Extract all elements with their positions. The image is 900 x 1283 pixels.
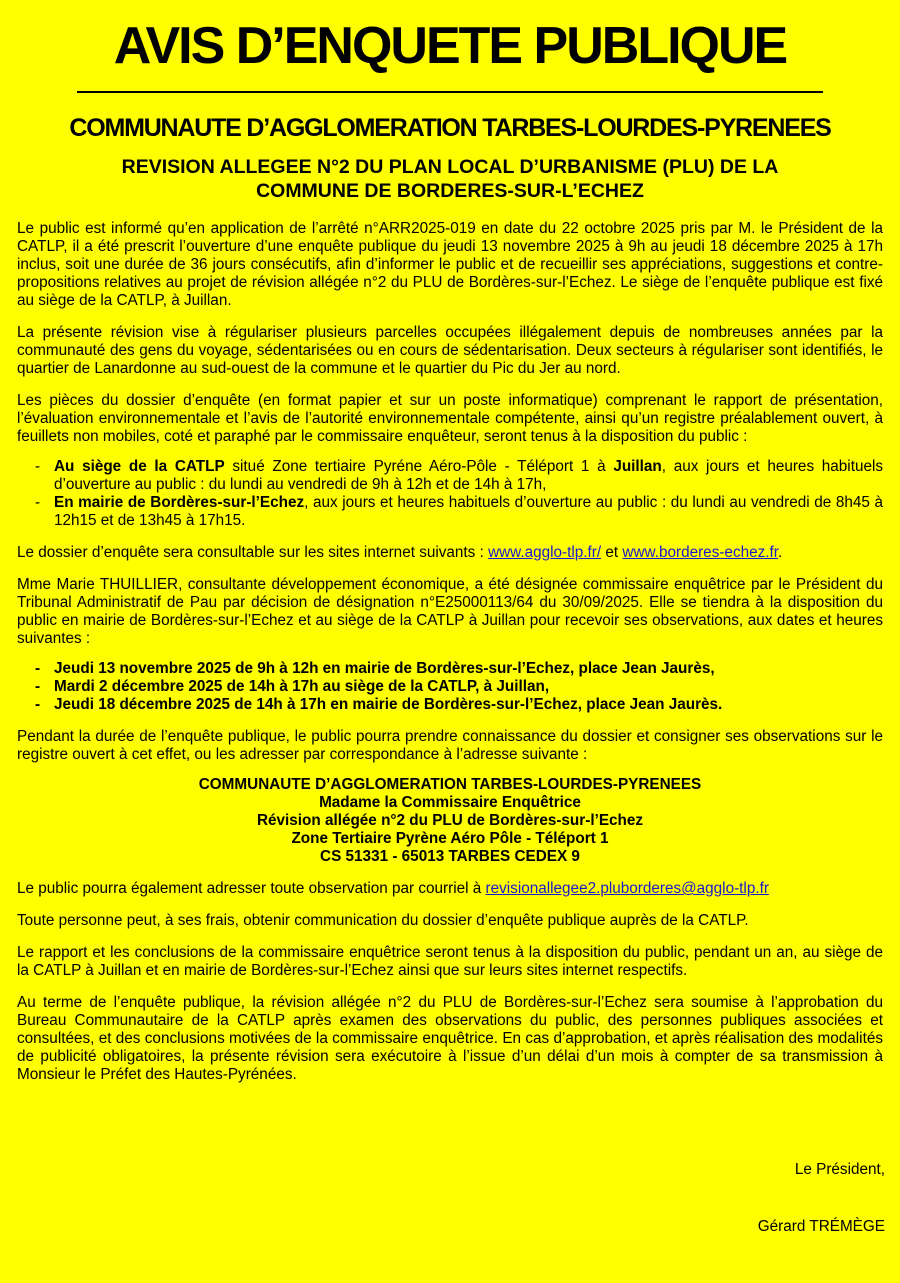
paragraph-dossier: Les pièces du dossier d’enquête (en format papier et sur un poste informatique) comprenant le rapport de présentation, l’évaluation environnementale et l’avis de l’autorité environnementale compétente, ainsi qu’un registre préalablement ouvert, à feuillets non mobiles, coté et paraphé par le commissaire enquêteur, seront tenus à la disposition du public : — [17, 392, 883, 445]
paragraph-courriel — [17, 880, 883, 898]
dash-marker: - — [35, 660, 41, 677]
dash-marker: - — [35, 696, 41, 713]
location-hours: , aux jours et heures habituels d’ouverture au public : du lundi au vendredi de 9h à 12h et de 14h à 17h, — [54, 458, 884, 493]
sites-prefix: Le dossier d’enquête sera consultable sur les sites internet suivants : — [17, 544, 489, 561]
mairie-website-link[interactable]: www.borderes-echez.fr — [622, 544, 779, 561]
sites-mid: et — [601, 544, 623, 561]
address-line: Zone Tertiaire Pyrène Aéro Pôle - Téléport 1 — [291, 830, 609, 847]
list-item — [17, 696, 883, 714]
permanence-text: Jeudi 18 décembre 2025 de 14h à 17h en mairie de Bordères-sur-l’Echez, place Jean Jaurès. — [54, 696, 723, 713]
email-link[interactable]: revisionallegee2.pluborderes@agglo-tlp.fr — [485, 880, 769, 897]
address-line: COMMUNAUTE D’AGGLOMERATION TARBES-LOURDES-PYRENEES — [198, 776, 702, 793]
location-name: Au siège de la CATLP — [54, 458, 225, 475]
sites-suffix: . — [778, 544, 783, 561]
list-item — [17, 494, 883, 530]
page-title: AVIS D’ENQUETE PUBLIQUE — [113, 17, 787, 75]
address-line: CS 51331 - 65013 TARBES CEDEX 9 — [320, 848, 580, 865]
list-item — [17, 660, 883, 678]
address-line: Madame la Commissaire Enquêtrice — [319, 794, 581, 811]
location-text: situé Zone tertiaire Pyréne Aéro-Pôle - Téléport 1 à — [224, 458, 614, 475]
location-town: Juillan — [613, 458, 662, 475]
list-item — [17, 678, 883, 696]
organization-heading: COMMUNAUTE D’AGGLOMERATION TARBES-LOURDES-PYRENEES — [69, 114, 831, 142]
location-name: En mairie de Bordères-sur-l’Echez — [54, 494, 305, 511]
paragraph-approbation: Au terme de l’enquête publique, la révision allégée n°2 du PLU de Bordères-sur-l’Echez sera soumise à l’approbation du Bureau Communautaire de la CATLP après examen des observations du public, des personnes publiques associées et consultées, et des conclusions motivées de la commissaire enquêtrice. En cas d’approbation, et après réalisation des modalités de publicité obligatoires, la présente révision sera exécutoire à l’issue d’un délai d’un mois à compter de sa transmission à Monsieur le Préfet des Hautes-Pyrénées. — [17, 994, 883, 1083]
agglo-website-link[interactable]: www.agglo-tlp.fr/ — [488, 544, 602, 561]
paragraph-communication: Toute personne peut, à ses frais, obtenir communication du dossier d’enquête publique auprès de la CATLP. — [17, 912, 749, 929]
paragraph-observations: Pendant la durée de l’enquête publique, le public pourra prendre connaissance du dossier et consigner ses observations sur le registre ouvert à cet effet, ou les adresser par correspondance à l’adresse suivante : — [17, 728, 883, 763]
courriel-prefix: Le public pourra également adresser toute observation par courriel à — [17, 880, 486, 897]
dash-marker: - — [35, 678, 41, 695]
location-text: , aux jours et heures habituels d’ouverture au public : du lundi au vendredi de 8h45 à 12h15 et de 13h45 à 17h15. — [54, 494, 883, 529]
address-line: Révision allégée n°2 du PLU de Bordères-sur-l’Echez — [256, 812, 644, 829]
permanence-text: Mardi 2 décembre 2025 de 14h à 17h au siège de la CATLP, à Juillan, — [54, 678, 550, 695]
paragraph-commissaire: Mme Marie THUILLIER, consultante développement économique, a été désignée commissaire enquêtrice par le Président du Tribunal Administratif de Pau par décision de désignation n°E25000113/64 du 30/09/2025. Elle se tiendra à la disposition du public en mairie de Bordères-sur-l’Echez et au siège de la CATLP à Juillan pour recevoir ses observations, aux dates et heures suivantes : — [17, 576, 883, 647]
signature-title: Le Président, — [794, 1161, 885, 1178]
subject-line-2: COMMUNE DE BORDERES-SUR-L’ECHEZ — [256, 180, 644, 202]
subject-line-1: REVISION ALLEGEE N°2 DU PLAN LOCAL D’URBANISME (PLU) DE LA — [121, 156, 779, 178]
paragraph-sites — [17, 544, 883, 562]
paragraph-objet: La présente révision vise à régulariser plusieurs parcelles occupées illégalement depuis de nombreuses années par la communauté des gens du voyage, sédentarisées ou en cours de sédentarisation. Deux secteurs à régulariser sont identifiés, le quartier de Lanardonne au sud-ouest de la commune et le quartier du Pic du Jer au nord. — [17, 324, 883, 377]
title-divider — [77, 91, 823, 93]
paragraph-rapport: Le rapport et les conclusions de la commissaire enquêtrice seront tenus à la disposition du public, pendant un an, au siège de la CATLP à Juillan et en mairie de Bordères-sur-l’Echez ainsi que sur leurs sites internet respectifs. — [17, 944, 883, 979]
dash-marker: - — [35, 458, 41, 475]
locations-list — [17, 458, 883, 530]
dash-marker: - — [35, 494, 41, 511]
subject-heading — [17, 155, 883, 203]
paragraph-arrete: Le public est informé qu’en application de l’arrêté n°ARR2025-019 en date du 22 octobre 2025 pris par M. le Président de la CATLP, il a été prescrit l’ouverture d’une enquête publique du jeudi 13 novembre 2025 à 9h au jeudi 18 décembre 2025 à 17h inclus, soit une durée de 36 jours consécutifs, afin d’informer le public et de recueillir ses appréciations, suggestions et contre-propositions relatives au projet de révision allégée n°2 du PLU de Bordères-sur-l’Echez. Le siège de l’enquête publique est fixé au siège de la CATLP, à Juillan. — [17, 220, 883, 309]
postal-address — [17, 776, 883, 866]
permanence-text: Jeudi 13 novembre 2025 de 9h à 12h en mairie de Bordères-sur-l’Echez, place Jean Jaurès, — [54, 660, 715, 677]
signature-name: Gérard TRÉMÈGE — [757, 1218, 885, 1235]
permanences-list — [17, 660, 883, 714]
list-item — [17, 458, 883, 494]
